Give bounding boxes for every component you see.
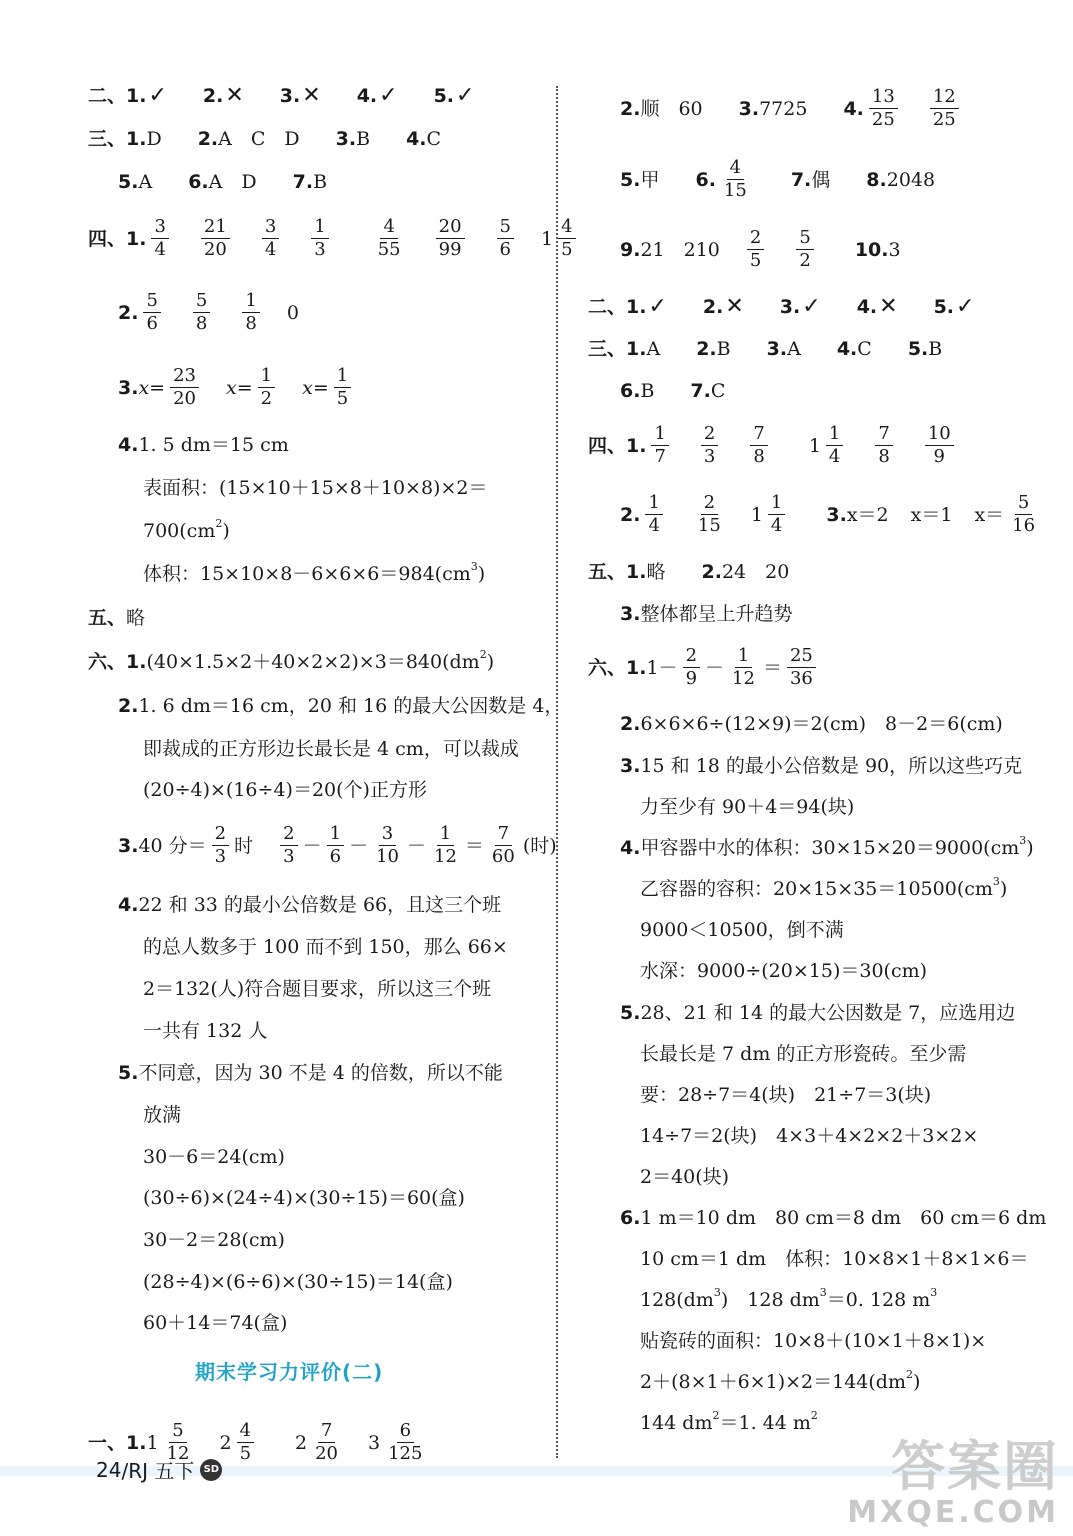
right-s6-q6-l3: 128(dm 3 ) 128 dm 3 ＝0. 128 m 3 (640, 1286, 938, 1311)
column-divider (556, 86, 558, 1458)
right-s4-q2q3: 2. $\frac{1}{4}$ $\frac{2}{15}$ 1 $\frac{1}{4}$ 3. x＝2 x＝1 x＝ $\frac{5}{16}$ (620, 492, 1036, 536)
left-s6-q5-l6: (28÷4)×(6÷6)×(30÷15)＝14(盒) (143, 1271, 453, 1293)
left-s6-q4-l3: 2＝132(人)符合题目要求，所以这三个班 (143, 978, 492, 1000)
left-s6-q2-l3: (20÷4)×(16÷4)＝20(个)正方形 (143, 779, 427, 801)
page-number: 24 (96, 1457, 122, 1482)
right-s6-q5-l5: 2＝40(块) (640, 1166, 730, 1188)
left-s6-q1: 六、 1. (40×1.5×2＋40×2×2)×3＝840(dm 2 ) (88, 648, 495, 673)
left-s4-q4-l2: 表面积：(15×10＋15×8＋10×8)×2＝ (143, 477, 488, 499)
right-s5-row2: 3. 整体都呈上升趋势 (620, 603, 793, 625)
left-s4-q2: 2. $\frac{5}{6}$ $\frac{5}{8}$ $\frac{1}{8}$ 0 (118, 290, 299, 334)
left-s5: 五、 略 (88, 607, 146, 629)
right-s6-q4-l1: 4. 甲容器中水的体积：30×15×20＝9000(cm 3 ) (620, 834, 1034, 859)
right-s4-q1: 四、 1. $\frac{1}{7}$ $\frac{2}{3}$ $\frac{7}{8}$ 1 $\frac{1}{4}$ $\frac{7}{8}$ $\frac{10}{9}$ (588, 423, 959, 468)
left-s6-q5-l5: 30－2＝28(cm) (143, 1229, 285, 1251)
left-s3-row1: 三、 1. D 2. A C D 3. B 4. C (88, 128, 442, 150)
right-r2: 5. 甲 6. $\frac{4}{15}$ 7. 偶 8. 2048 (620, 157, 936, 201)
right-s3-row2: 6. B 7. C (620, 380, 726, 402)
watermark-sub: MXQE.COM (847, 1495, 1059, 1530)
left-s2-row: 二、 1. ✓ 2. ✕ 3. ✕ 4. ✓ 5. ✓ (88, 83, 475, 108)
left-s6-q5-l7: 60＋14＝74(盒) (143, 1312, 288, 1334)
left-s4-q3: 3. x = $\frac{23}{20}$ x = $\frac{1}{2}$ x = $\frac{1}{5}$ (118, 365, 356, 410)
left-s6-q2-l2: 即裁成的正方形边长最长是 4 cm，可以裁成 (143, 738, 519, 760)
edition-label: /RJ 五下 (121, 1459, 195, 1483)
left-s6-q4-l2: 的总人数多于 100 而不到 150，那么 66× (143, 936, 508, 958)
left-s4-q1: 四、 1. $\frac{3}{4}$ $\frac{21}{20}$ $\frac{3}{4}$ $\frac{1}{3}$ $\frac{4}{55}$ $\frac{20}{99}$ $\frac{5}{6}$ 1 $\frac{4}{5}$ (88, 216, 581, 261)
right-s6-q5-l3: 要：28÷7＝4(块) 21÷7＝3(块) (640, 1084, 932, 1106)
left-s6-q5-l2: 放满 (143, 1104, 182, 1126)
left-s6-q4-l4: 一共有 132 人 (143, 1020, 268, 1042)
left-s4-q4-l1: 4. 1. 5 dm＝15 cm (118, 434, 289, 456)
right-s6-q5-l4: 14÷7＝2(块) 4×3＋4×2×2＋3×2× (640, 1125, 979, 1147)
left-s6-q2-l1: 2. 1. 6 dm＝16 cm，20 和 16 的最大公因数是 4， (118, 695, 564, 717)
right-s6-q5-l2: 长最长是 7 dm 的正方形瓷砖。至少需 (640, 1043, 967, 1065)
left-s3-row2: 5. A 6. A D 7. B (118, 171, 328, 193)
left-s6-q5-l4: (30÷6)×(24÷4)×(30÷15)＝60(盒) (143, 1187, 465, 1209)
page-footer (96, 1455, 222, 1484)
left-s4-q4-l3: 700(cm 2 ) (143, 517, 230, 542)
left-s4-q4-l4: 体积：15×10×8－6×6×6＝984(cm 3 ) (143, 560, 486, 585)
right-s3-row1: 三、 1. A 2. B 3. A 4. C 5. B (588, 338, 943, 360)
right-s6-q4-l2: 乙容器的容积：20×15×35＝10500(cm 3 ) (640, 875, 1008, 900)
right-r3: 9. 21 210 $\frac{2}{5}$ $\frac{5}{2}$ 10. 3 (620, 227, 901, 271)
right-s6-q6-l5: 2＋(8×1＋6×1)×2＝144(dm 2 ) (640, 1368, 921, 1393)
right-s6-q6-l2: 10 cm＝1 dm 体积：10×8×1＋8×1×6＝ (640, 1248, 1029, 1270)
right-s6-q1: 六、 1. 1－ $\frac{2}{9}$ － $\frac{1}{12}$ ＝ $\frac{25}{36}$ (588, 645, 821, 690)
right-s6-q3-l1: 3. 15 和 18 的最小公倍数是 90，所以这些巧克 (620, 755, 1023, 777)
right-s6-q3-l2: 力至少有 90＋4＝94(块) (640, 796, 855, 818)
right-s6-q4-l4: 水深：9000÷(20×15)＝30(cm) (640, 960, 928, 982)
right-s2-row: 二、 1. ✓ 2. ✕ 3. ✓ 4. ✕ 5. ✓ (588, 294, 975, 319)
right-s6-q6-l6: 144 dm 2 ＝1. 44 m 2 (640, 1409, 818, 1434)
section-title: 期末学习力评价(二) (195, 1360, 384, 1384)
publisher-logo-icon: SD (200, 1459, 222, 1481)
watermark-main: 答案圈 (891, 1435, 1059, 1498)
right-s6-q2: 2. 6×6×6÷(12×9)＝2(cm) 8－2＝6(cm) (620, 713, 1003, 735)
right-s6-q6-l4: 贴瓷砖的面积：10×8＋(10×1＋8×1)× (640, 1330, 987, 1352)
right-s6-q6-l1: 6. 1 m＝10 dm 80 cm＝8 dm 60 cm＝6 dm (620, 1207, 1047, 1229)
left-s1b-row: 一、 1. 1 $\frac{5}{12}$ 2 $\frac{4}{5}$ 2 $\frac{7}{20}$ 3 $\frac{6}{125}$ (88, 1420, 423, 1464)
left-s6-q4-l1: 4. 22 和 33 的最小公倍数是 66，且这三个班 (118, 894, 502, 916)
left-s6-q5-l1: 5. 不同意，因为 30 不是 4 的倍数，所以不能 (118, 1062, 503, 1084)
right-r1: 2. 顺 60 3. 7725 4. $\frac{13}{25}$ $\frac{12}{25}$ (620, 86, 964, 131)
left-s6-q5-l3: 30－6＝24(cm) (143, 1146, 285, 1168)
right-s6-q4-l3: 9000＜10500，倒不满 (640, 919, 844, 941)
right-s6-q5-l1: 5. 28、21 和 14 的最大公因数是 7，应选用边 (620, 1002, 1016, 1024)
watermark (847, 1424, 1059, 1530)
left-s6-q3: 3. 40 分＝ $\frac{2}{3}$ 时 $\frac{2}{3}$ － $\frac{1}{6}$ － $\frac{3}{10}$ － $\frac{1}{12}$ ＝ $\frac{7}{60}$ (时) (118, 823, 557, 867)
right-s5-row1: 五、 1. 略 2. 24 20 (588, 561, 790, 583)
